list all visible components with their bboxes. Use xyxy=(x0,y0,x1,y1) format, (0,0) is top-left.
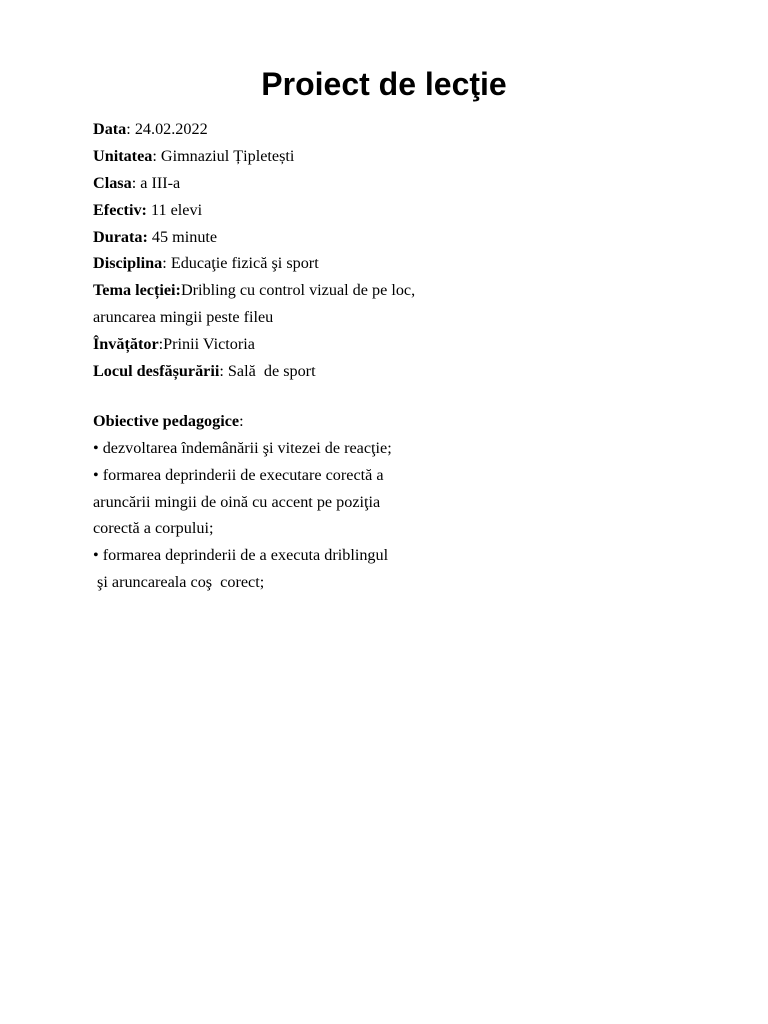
field-tema xyxy=(93,277,713,304)
field-separator: : xyxy=(158,335,164,354)
field-value: 45 minute xyxy=(151,227,218,246)
field-disciplina xyxy=(93,250,713,277)
field-unitatea xyxy=(93,143,713,170)
field-label: Unitatea xyxy=(93,146,153,165)
field-efectiv xyxy=(93,197,713,224)
field-value: Prinii Victoria xyxy=(163,335,255,354)
field-value: a III-a xyxy=(140,173,181,192)
field-label: Durata: xyxy=(93,227,148,246)
field-label: Data xyxy=(93,120,127,138)
field-locul xyxy=(93,358,713,385)
field-separator: : xyxy=(131,173,141,192)
objectives-heading-label: Obiective pedagogice xyxy=(93,411,240,430)
field-separator: : xyxy=(162,254,171,273)
field-value: Sală de sport xyxy=(227,362,316,381)
lesson-details xyxy=(93,116,713,596)
field-value: Dribling cu control vizual de pe loc, xyxy=(180,281,416,300)
objective-line: • formarea deprinderii de executare corectă a xyxy=(93,465,384,484)
field-value: Gimnaziul Țipletești xyxy=(160,146,295,165)
field-label: Efectiv: xyxy=(93,200,147,219)
objective-line: corectă a corpului; xyxy=(93,519,214,538)
field-value: 24.02.2022 xyxy=(134,120,208,138)
field-label: Clasa xyxy=(93,173,132,192)
field-value: Educaţie fizică şi sport xyxy=(170,254,319,273)
field-label: Tema lecției: xyxy=(93,281,181,300)
field-clasa xyxy=(93,170,713,197)
objective-line: aruncării mingii de oină cu accent pe poziţia xyxy=(93,492,381,511)
field-tema-continued: aruncarea mingii peste fileu xyxy=(93,308,274,327)
field-label: Învățător xyxy=(93,335,159,354)
field-label: Locul desfășurării xyxy=(93,362,220,381)
field-separator: : xyxy=(152,146,161,165)
field-label: Disciplina xyxy=(93,254,163,273)
objective-line: • dezvoltarea îndemânării şi vitezei de reacţie; xyxy=(93,438,392,457)
field-data xyxy=(93,116,713,143)
field-separator: : xyxy=(219,362,228,381)
field-invatator xyxy=(93,331,713,358)
field-separator: : xyxy=(126,120,135,138)
section-spacer xyxy=(93,385,713,408)
objectives-heading xyxy=(93,408,713,435)
objective-line: • formarea deprinderii de a executa driblingul xyxy=(93,546,389,565)
page-title: Proiect de lecţie xyxy=(261,66,507,102)
field-value: 11 elevi xyxy=(150,200,203,219)
objectives-heading-suffix: : xyxy=(239,411,244,430)
field-durata xyxy=(93,224,713,251)
objective-line: şi aruncareala coş corect; xyxy=(93,573,265,592)
